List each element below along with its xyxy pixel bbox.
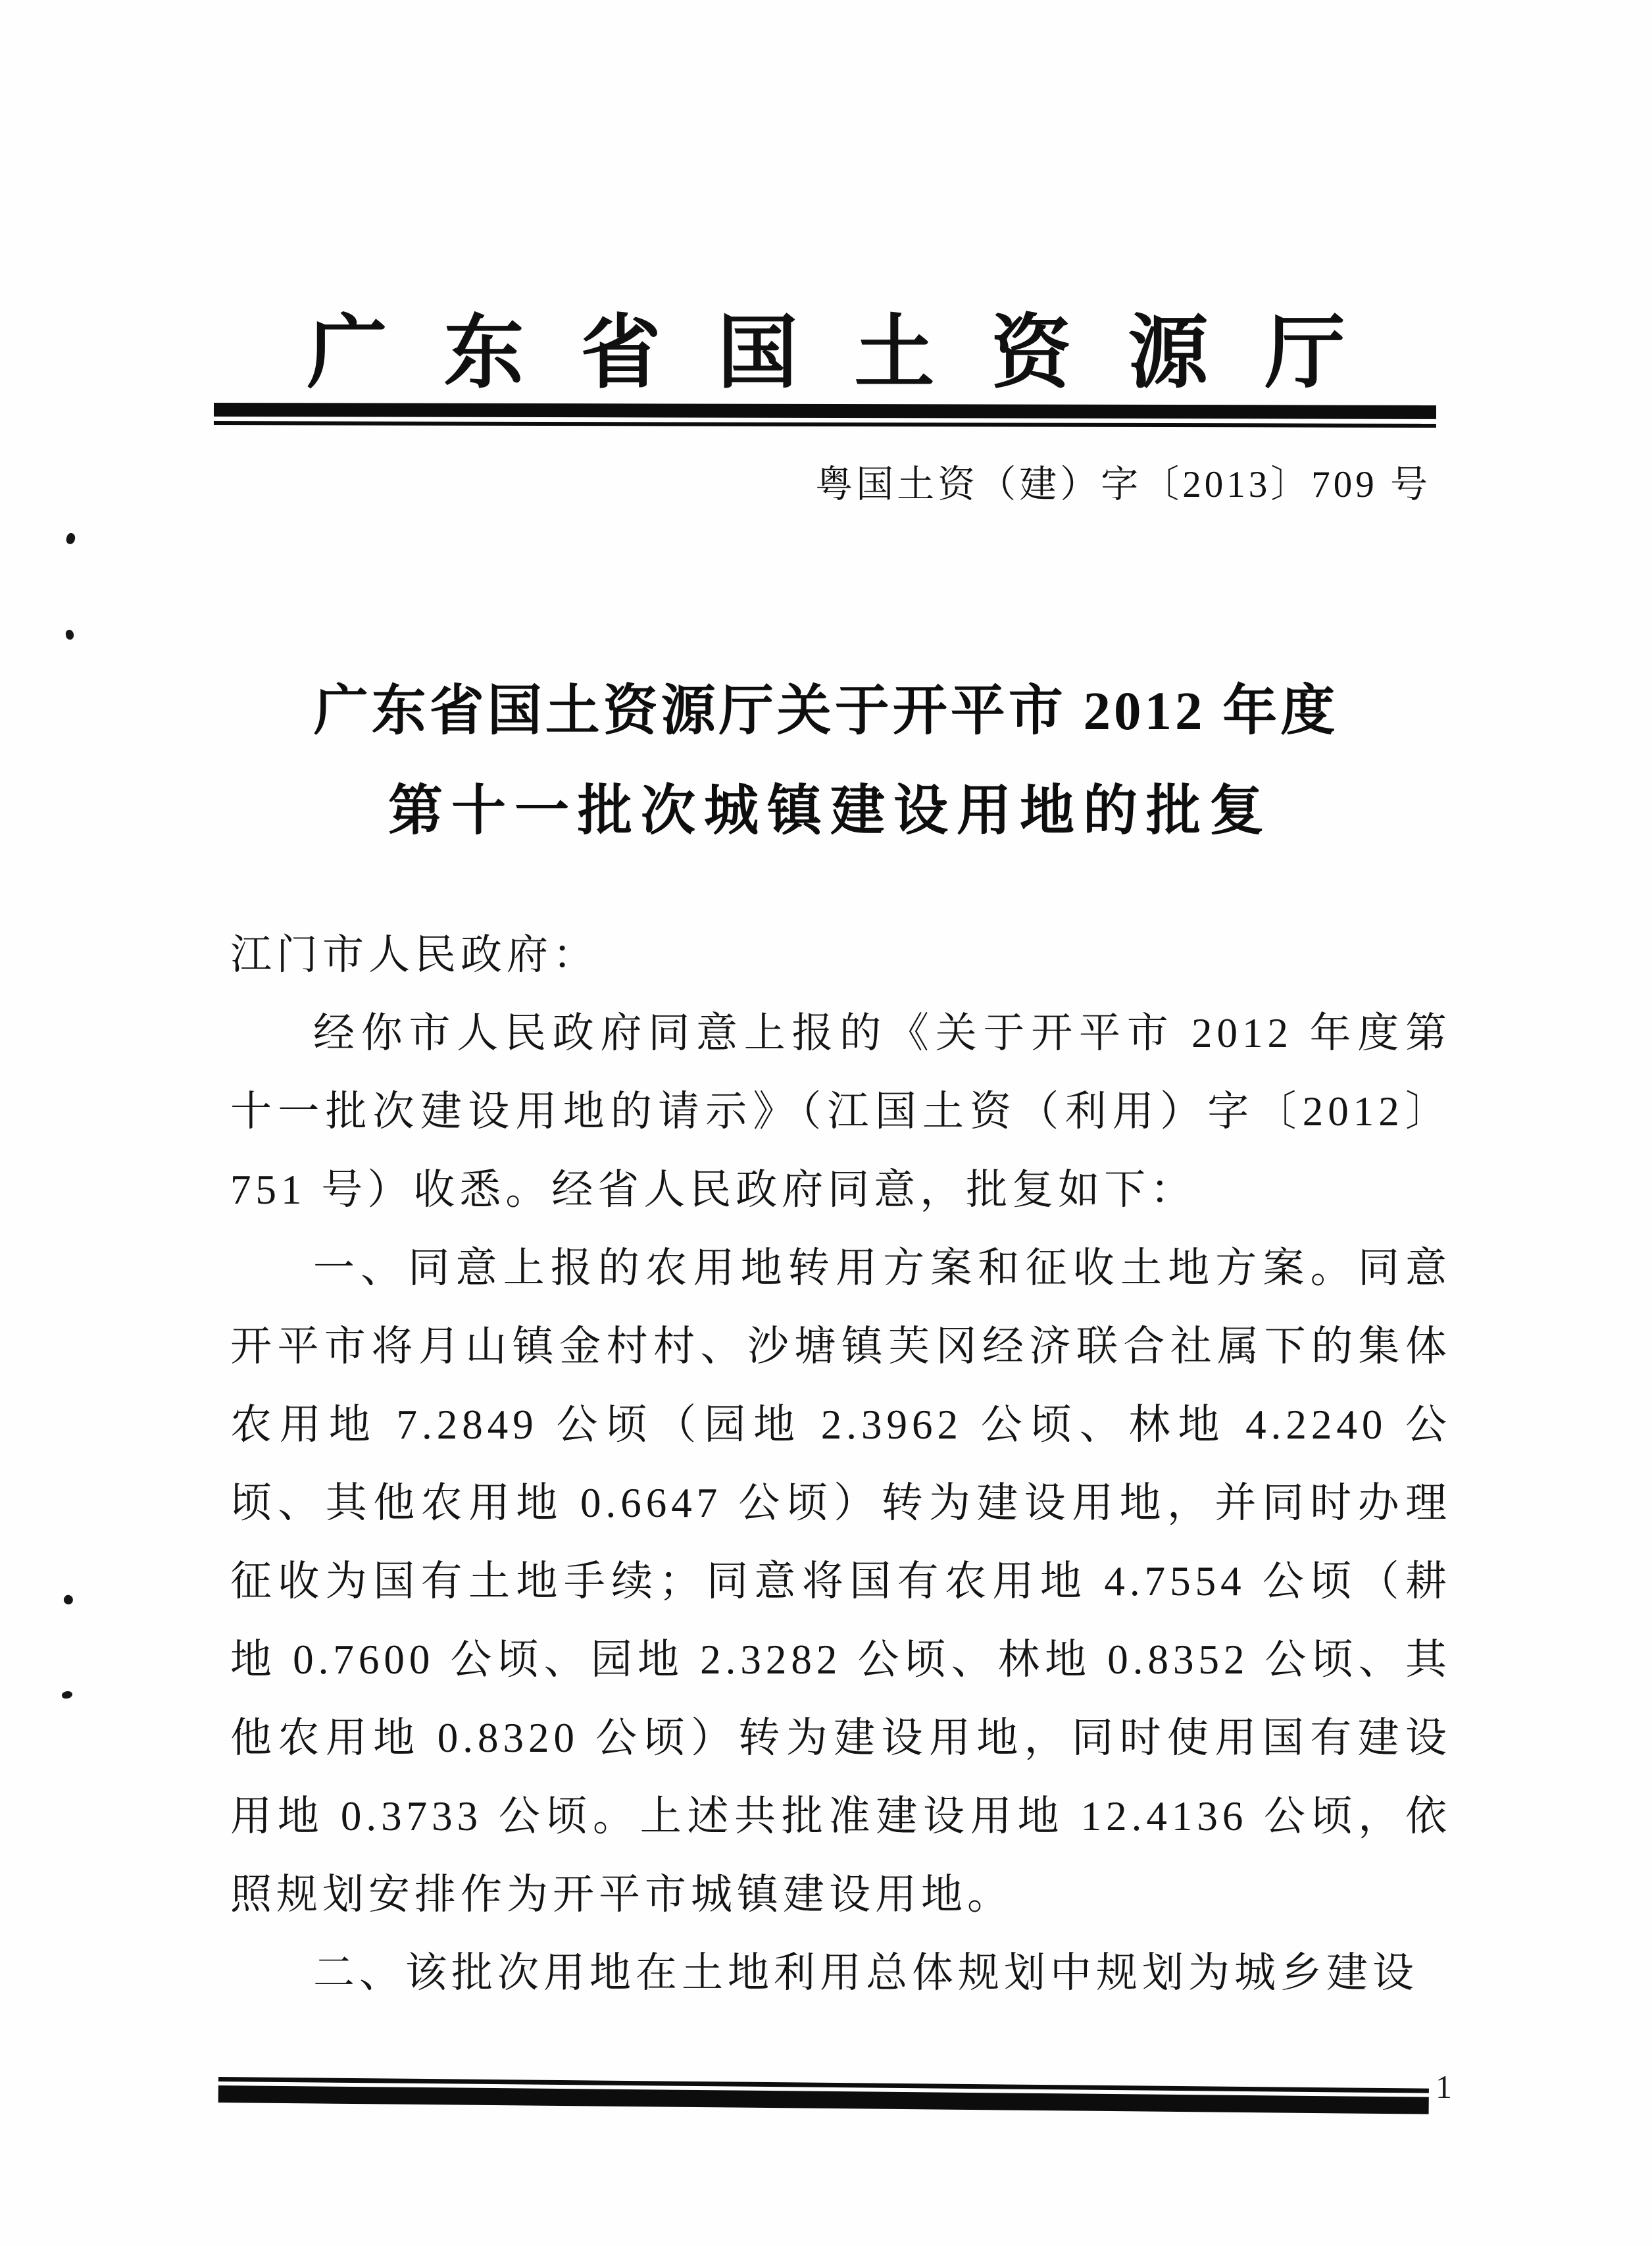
- paragraph-item-two: 二、该批次用地在土地利用总体规划中规划为城乡建设: [313, 1950, 1418, 1996]
- page-number: 1: [1436, 2068, 1452, 2105]
- document-body: [230, 916, 1451, 2012]
- footer-double-rule: [218, 2077, 1429, 2114]
- scan-speckle: [61, 1690, 73, 1700]
- paragraph-item-one: 一、同意上报的农用地转用方案和征收土地方案。同意开平市将月山镇金村村、沙塘镇芙冈经济联合社属下的集体农用地 7.2849 公顷（园地 2.3962 公顷、林地 4.2240 公顷、其他农用地 0.6647 公顷）转为建设用地，并同时办理征收为国有土地手续；同意将国有农用地 4.7554 公顷（耕地 0.7600 公顷、园地 2.3282 公顷、林地 0.8352 公顷、其他农用地 0.8320 公顷）转为建设用地，同时使用国有建设用地 0.3733 公顷。上述共批准建设用地 12.4136 公顷，依照规划安排作为开平市城镇建设用地。: [230, 1245, 1451, 1918]
- scan-speckle: [65, 629, 74, 640]
- document-title-line2: 第十一批次城镇建设用地的批复: [388, 780, 1272, 841]
- document-title-line1: 广东省国土资源厅关于开平市 2012 年度: [313, 680, 1339, 741]
- scan-speckle: [62, 1593, 74, 1606]
- scan-speckle: [65, 532, 77, 545]
- agency-name-header: 广东省国土资源厅: [307, 309, 1402, 398]
- salutation-line: 江门市人民政府：: [230, 932, 599, 978]
- document-title: [0, 666, 1652, 845]
- document-reference-number: 粤国土资（建）字〔2013〕709 号: [815, 464, 1431, 505]
- paragraph-intro: 经你市人民政府同意上报的《关于开平市 2012 年度第十一批次建设用地的请示》（江国土资（利用）字〔2012〕751 号）收悉。经省人民政府同意，批复如下：: [230, 1010, 1451, 1213]
- header-double-rule: [214, 403, 1436, 428]
